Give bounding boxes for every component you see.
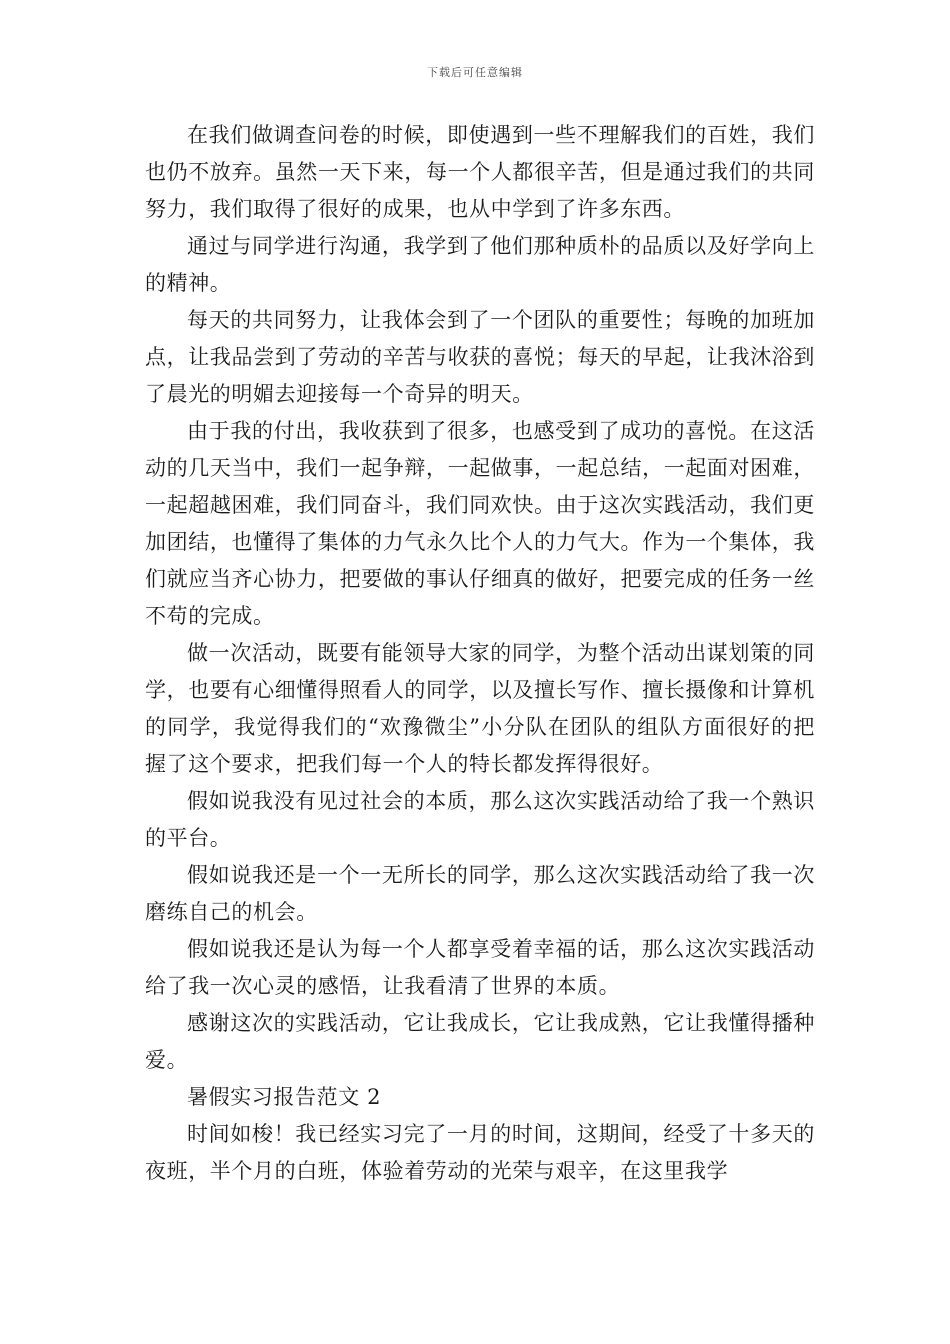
paragraph: 由于我的付出，我收获到了很多，也感受到了成功的喜悦。在这活动的几天当中，我们一起争辩，一起做事，一起总结，一起面对困难，一起超越困难，我们同奋斗，我们同欢快。由于这次实践活动，我们更加团结，也懂得了集体的力气永久比个人的力气大。作为一个集体，我们就应当齐心协力，把要做的事认仔细真的做好，把要完成的任务一丝不苟的完成。 (145, 419, 815, 628)
document-body (145, 117, 815, 1190)
paragraph: 每天的共同努力，让我体会到了一个团队的重要性；每晚的加班加点，让我品尝到了劳动的辛苦与收获的喜悦；每天的早起，让我沐浴到了晨光的明媚去迎接每一个奇异的明天。 (145, 308, 815, 406)
paragraph: 感谢这次的实践活动，它让我成长，它让我成熟，它让我懂得播种爱。 (145, 1011, 815, 1072)
paragraph: 假如说我还是认为每一个人都享受着幸福的话，那么这次实践活动给了我一次心灵的感悟，让我看清了世界的本质。 (145, 937, 815, 998)
paragraph: 假如说我没有见过社会的本质，那么这次实践活动给了我一个熟识的平台。 (145, 789, 815, 850)
section-heading: 暑假实习报告范文 2 (187, 1085, 382, 1109)
paragraph: 做一次活动，既要有能领导大家的同学，为整个活动出谋划策的同学，也要有心细懂得照看人的同学，以及擅长写作、擅长摄像和计算机的同学，我觉得我们的“欢豫微尘”小分队在团队的组队方面很好的把握了这个要求，把我们每一个人的特长都发挥得很好。 (145, 641, 815, 776)
paragraph: 时间如梭！我已经实习完了一月的时间，这期间，经受了十多天的夜班，半个月的白班，体验着劳动的光荣与艰辛，在这里我学 (145, 1122, 815, 1183)
paragraph: 在我们做调查问卷的时候，即使遇到一些不理解我们的百姓，我们也仍不放弃。虽然一天下来，每一个人都很辛苦，但是通过我们的共同努力，我们取得了很好的成果，也从中学到了许多东西。 (145, 123, 815, 221)
page-header: 下载后可任意编辑 (427, 66, 523, 79)
paragraph: 假如说我还是一个一无所长的同学，那么这次实践活动给了我一次磨练自己的机会。 (145, 863, 815, 924)
paragraph: 通过与同学进行沟通，我学到了他们那种质朴的品质以及好学向上的精神。 (145, 234, 815, 295)
